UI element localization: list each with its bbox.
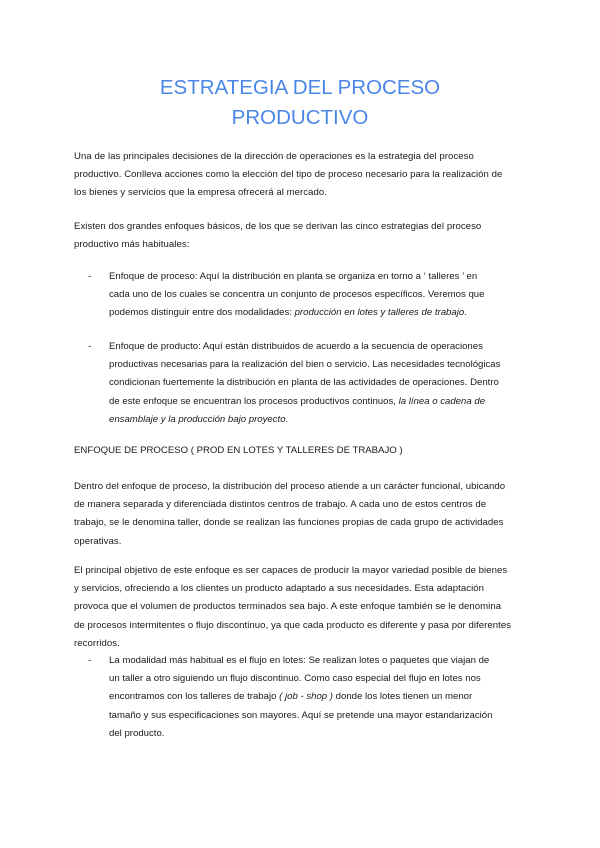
text-line: Existen dos grandes enfoques básicos, de los que se derivan las cinco estrategias del proceso <box>74 221 482 232</box>
title-line-2: PRODUCTIVO <box>231 106 369 129</box>
section-heading: ENFOQUE DE PROCESO ( PROD EN LOTES Y TALLERES DE TRABAJO ) <box>74 445 403 456</box>
text-line: cada uno de los cuales se concentra un conjunto de procesos específicos. Veremos que <box>109 289 485 301</box>
text-line: Enfoque de proceso: Aquí la distribución en planta se organiza en torno a ‘ talleres ’ en <box>109 271 478 282</box>
text-line: productivas necesarias para la realización del bien o servicio. Las necesidades tecnológicas <box>109 359 501 371</box>
bullet-marker: - <box>88 271 92 282</box>
italic-span: ( job - shop ) <box>279 691 333 703</box>
text-span: . <box>285 413 289 425</box>
text-line: y servicios, ofreciendo a los clientes un producto adaptado a sus necesidades. Esta adaptación <box>74 583 485 595</box>
bullet-item-product-approach <box>109 338 529 429</box>
text-line: Dentro del enfoque de proceso, la distribución del proceso atiende a un carácter funcional, ubicando <box>74 481 506 492</box>
text-line: de procesos intermitentes o flujo discontinuo, ya que cada producto es diferente y pasa por diferentes <box>74 619 512 631</box>
text-line: tamaño y sus especificaciones son mayores. Aquí se pretende una mayor estandarización <box>109 709 493 721</box>
text-line: productivo. Conlleva acciones como la elección del tipo de proceso necesario para la realización de <box>74 169 503 181</box>
text-line: La modalidad más habitual es el flujo en lotes: Se realizan lotes o paquetes que viajan de <box>109 655 490 666</box>
text-line <box>109 411 529 429</box>
bullet-marker: - <box>88 341 92 352</box>
text-span: . <box>464 307 467 319</box>
approaches-paragraph <box>74 218 529 254</box>
bullet-marker: - <box>88 655 92 666</box>
text-span: de este enfoque se encuentran los procesos productivos continuos, <box>109 395 399 407</box>
text-line: los bienes y servicios que la empresa ofrecerá al mercado. <box>74 187 327 199</box>
text-span: podemos distinguir entre dos modalidades: <box>109 307 295 319</box>
text-line <box>109 304 529 322</box>
intro-paragraph <box>74 148 529 203</box>
text-line <box>109 688 529 706</box>
italic-span: la línea o cadena de <box>398 395 486 407</box>
text-line: Enfoque de producto: Aquí están distribuidos de acuerdo a la secuencia de operaciones <box>109 341 483 352</box>
text-line: del producto. <box>109 727 165 739</box>
text-line: recorridos. <box>74 637 120 649</box>
process-paragraph <box>74 478 529 551</box>
text-line: un taller a otro siguiendo un flujo discontinuo. Como caso especial del flujo en lotes nos <box>109 673 481 685</box>
italic-span: producción en lotes y talleres de trabajo <box>294 307 465 319</box>
text-line: operativas. <box>74 535 122 547</box>
text-line: de manera separada y diferenciada distintos centros de trabajo. A cada uno de estos centros de <box>74 499 487 511</box>
text-line: productivo más habituales: <box>74 239 190 251</box>
text-line <box>109 393 529 411</box>
title-line-1: ESTRATEGIA DEL PROCESO <box>159 76 441 99</box>
page-title <box>0 73 600 133</box>
italic-span: ensamblaje y la producción bajo proyecto <box>109 413 286 425</box>
bullet-item-process-approach <box>109 268 529 323</box>
text-span: encontramos con los talleres de trabajo <box>109 691 280 703</box>
text-line: provoca que el volumen de productos terminados sea bajo. A este enfoque también se le denomina <box>74 601 502 613</box>
text-line: trabajo, se le denomina taller, donde se realizan las funciones propias de cada grupo de actividades <box>74 517 504 529</box>
text-span: donde los lotes tienen un menor <box>332 691 473 703</box>
text-line: condicionan fuertemente la distribución en planta de las actividades de operaciones. Dentro <box>109 377 499 389</box>
bullet-item-batch-flow <box>109 652 529 743</box>
text-line: Una de las principales decisiones de la dirección de operaciones es la estrategia del proceso <box>74 151 474 162</box>
objective-paragraph <box>74 562 529 653</box>
text-line: El principal objetivo de este enfoque es ser capaces de producir la mayor variedad posible de bienes <box>74 565 508 576</box>
